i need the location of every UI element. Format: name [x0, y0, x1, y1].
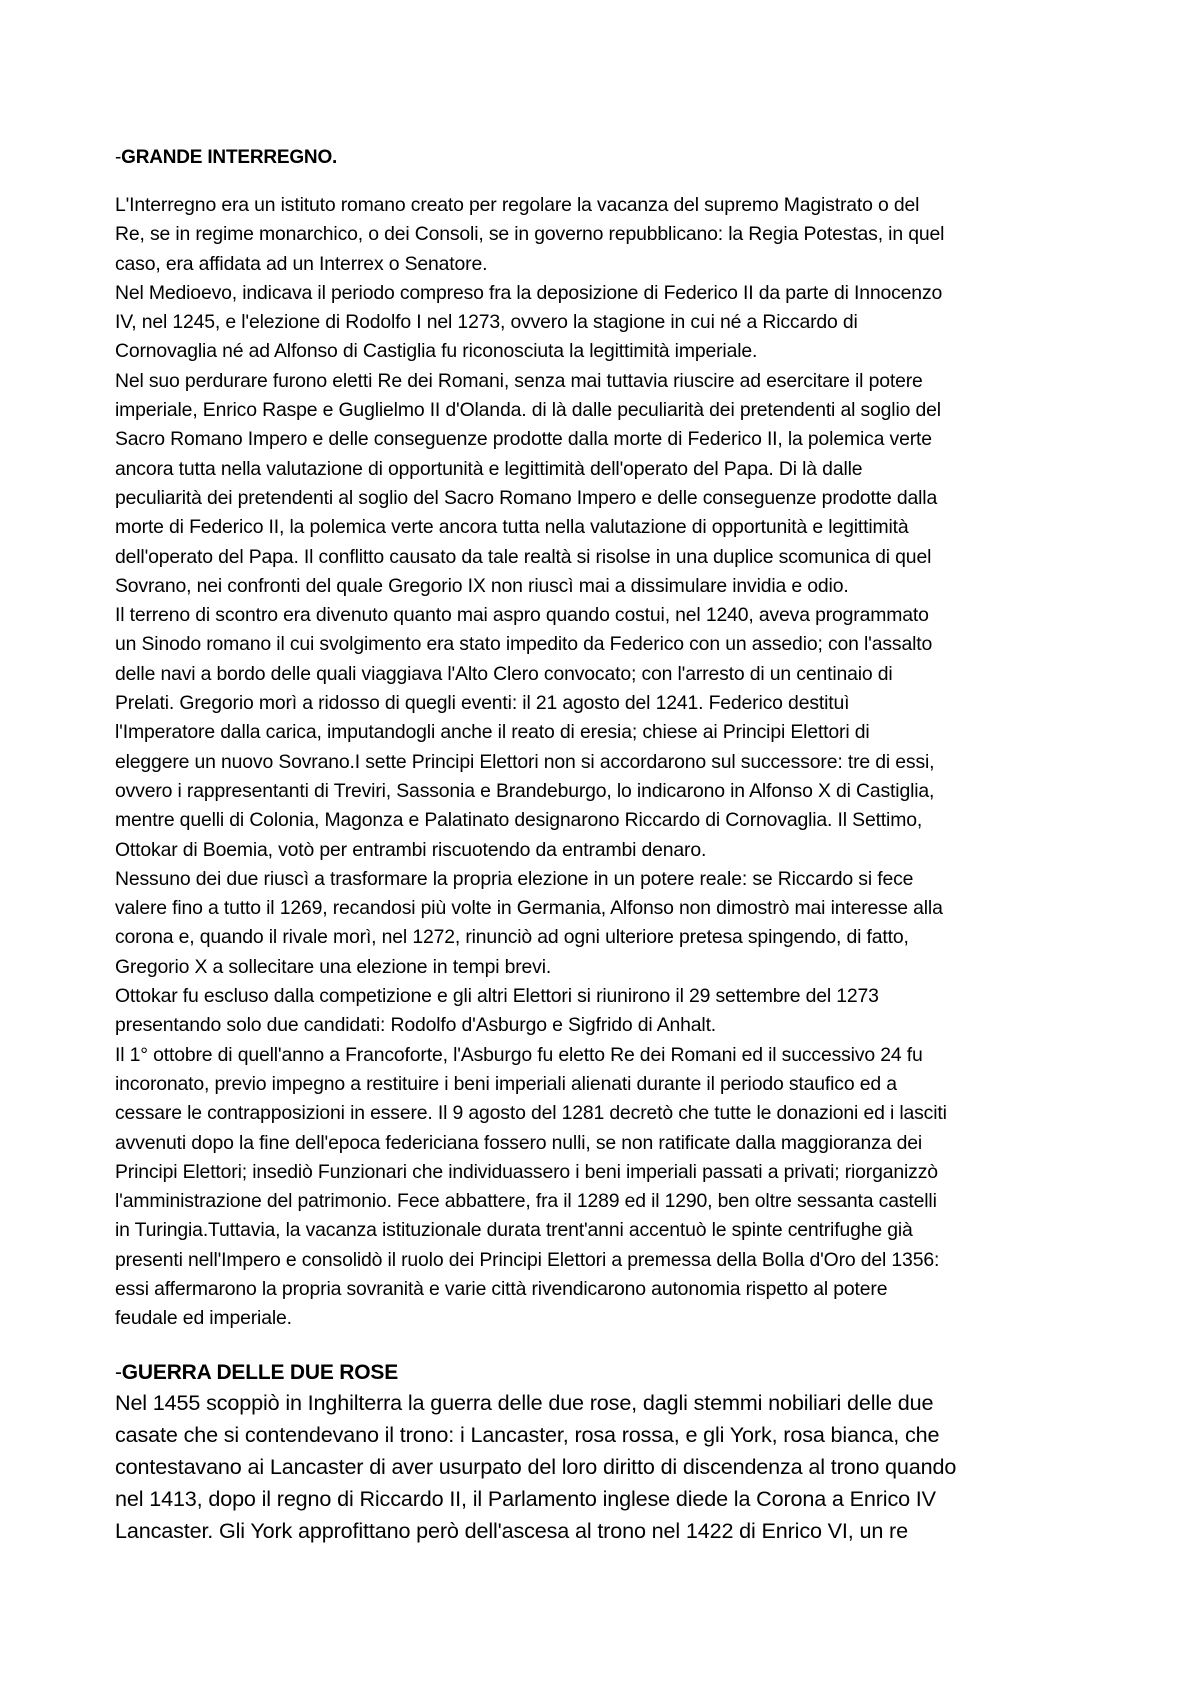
text-line: feudale ed imperiale. [115, 1307, 292, 1330]
text-line: essi affermarono la propria sovranità e varie città rivendicarono autonomia rispetto al potere [115, 1277, 888, 1300]
text-line: Principi Elettori; insediò Funzionari che individuassero i beni imperiali passati a privati; riorganizzò [115, 1160, 938, 1183]
text-line: casate che si contendevano il trono: i Lancaster, rosa rossa, e gli York, rosa bianca, che [115, 1421, 940, 1447]
text-line: mentre quelli di Colonia, Magonza e Palatinato designarono Riccardo di Cornovaglia. Il Settimo, [115, 809, 923, 832]
text-line: l'amministrazione del patrimonio. Fece abbattere, fra il 1289 ed il 1290, ben oltre sessanta castelli [115, 1190, 937, 1213]
text-line: Il terreno di scontro era divenuto quanto mai aspro quando costui, nel 1240, aveva programmato [115, 604, 929, 627]
text-line: valere fino a tutto il 1269, recandosi più volte in Germania, Alfonso non dimostrò mai interesse alla [115, 897, 943, 920]
text-line: Il 1° ottobre di quell'anno a Francoforte, l'Asburgo fu eletto Re dei Romani ed il successivo 24 fu [115, 1043, 923, 1066]
text-line: l'Imperatore dalla carica, imputandogli anche il reato di eresia; chiese ai Principi Elettori di [115, 721, 870, 744]
text-line: ancora tutta nella valutazione di opportunità e legittimità dell'operato del Papa. Di là dalle [115, 457, 863, 480]
section-title-guerra-delle-due-rose [115, 1359, 1090, 1387]
text-line: presenti nell'Impero e consolidò il ruolo dei Principi Elettori a premessa della Bolla d'Oro del 1356: [115, 1248, 940, 1271]
text-line: caso, era affidata ad un Interrex o Senatore. [115, 252, 488, 275]
text-line: Nel suo perdurare furono eletti Re dei Romani, senza mai tuttavia riuscire ad esercitare il potere [115, 369, 923, 392]
text-line: corona e, quando il rivale morì, nel 1272, rinunciò ad ogni ulteriore pretesa spingendo, di fatto, [115, 926, 909, 949]
text-line: Nessuno dei due riuscì a trasformare la propria elezione in un potere reale: se Riccardo si fece [115, 867, 914, 890]
title-text: GUERRA DELLE DUE ROSE [121, 1360, 399, 1384]
text-line: incoronato, previo impegno a restituire i beni imperiali alienati durante il periodo staufico ed a [115, 1072, 897, 1095]
text-line: un Sinodo romano il cui svolgimento era stato impedito da Federico con un assedio; con l'assalto [115, 633, 933, 656]
text-line: morte di Federico II, la polemica verte ancora tutta nella valutazione di opportunità e legittimità [115, 516, 909, 539]
text-line: delle navi a bordo delle quali viaggiava l'Alto Clero convocato; con l'arresto di un centinaio di [115, 662, 893, 685]
title-dash: - [115, 1360, 122, 1384]
text-line: avvenuti dopo la fine dell'epoca federiciana fossero nulli, se non ratificate dalla maggioranza dei [115, 1131, 923, 1154]
text-line: dell'operato del Papa. Il conflitto causato da tale realtà si risolse in una duplice scomunica di quel [115, 545, 932, 568]
text-line: L'Interregno era un istituto romano creato per regolare la vacanza del supremo Magistrato o del [115, 194, 920, 216]
title-dash: - [115, 147, 122, 168]
section-title-grande-interregno [115, 146, 1090, 170]
section-body-grande-interregno [115, 191, 1090, 1334]
document-body [115, 146, 1090, 1548]
text-line: Ottokar di Boemia, votò per entrambi riscuotendo da entrambi denaro. [115, 838, 707, 861]
text-line: Nel 1455 scoppiò in Inghilterra la guerra delle due rose, dagli stemmi nobiliari delle due [115, 1389, 934, 1415]
text-line: eleggere un nuovo Sovrano.I sette Principi Elettori non si accordarono sul successore: tre di essi, [115, 750, 935, 773]
section-body-guerra-delle-due-rose [115, 1387, 1090, 1548]
text-line: nel 1413, dopo il regno di Riccardo II, il Parlamento inglese diede la Corona a Enrico IV [115, 1486, 936, 1512]
text-line: peculiarità dei pretendenti al soglio del Sacro Romano Impero e delle conseguenze prodotte dalla [115, 486, 938, 509]
text-line: Re, se in regime monarchico, o dei Consoli, se in governo repubblicano: la Regia Potestas, in quel [115, 223, 945, 246]
text-line: Sovrano, nei confronti del quale Gregorio IX non riuscì mai a dissimulare invidia e odio. [115, 574, 849, 597]
text-line: Prelati. Gregorio morì a ridosso di quegli eventi: il 21 agosto del 1241. Federico destituì [115, 692, 850, 715]
text-line: Lancaster. Gli York approfittano però dell'ascesa al trono nel 1422 di Enrico VI, un re [115, 1518, 908, 1544]
text-line: IV, nel 1245, e l'elezione di Rodolfo I nel 1273, ovvero la stagione in cui né a Riccardo di [115, 311, 858, 334]
text-line: cessare le contrapposizioni in essere. Il 9 agosto del 1281 decretò che tutte le donazioni ed i lasciti [115, 1102, 947, 1125]
text-line: Nel Medioevo, indicava il periodo compreso fra la deposizione di Federico II da parte di Innocenzo [115, 281, 943, 304]
text-line: Gregorio X a sollecitare una elezione in tempi brevi. [115, 955, 552, 978]
title-text: GRANDE INTERREGNO. [121, 147, 338, 168]
text-line: in Turingia.Tuttavia, la vacanza istituzionale durata trent'anni accentuò le spinte centrifughe già [115, 1219, 913, 1242]
text-line: imperiale, Enrico Raspe e Guglielmo II d'Olanda. di là dalle peculiarità dei pretendenti al soglio del [115, 399, 941, 422]
text-line: Sacro Romano Impero e delle conseguenze prodotte dalla morte di Federico II, la polemica verte [115, 428, 932, 451]
text-line: Cornovaglia né ad Alfonso di Castiglia fu riconosciuta la legittimità imperiale. [115, 340, 758, 363]
text-line: presentando solo due candidati: Rodolfo d'Asburgo e Sigfrido di Anhalt. [115, 1014, 717, 1037]
text-line: Ottokar fu escluso dalla competizione e gli altri Elettori si riunirono il 29 settembre del 1273 [115, 985, 879, 1008]
text-line: contestavano ai Lancaster di aver usurpato del loro diritto di discendenza al trono quando [115, 1453, 957, 1479]
text-line: ovvero i rappresentanti di Treviri, Sassonia e Brandeburgo, lo indicarono in Alfonso X di Castiglia, [115, 779, 935, 802]
